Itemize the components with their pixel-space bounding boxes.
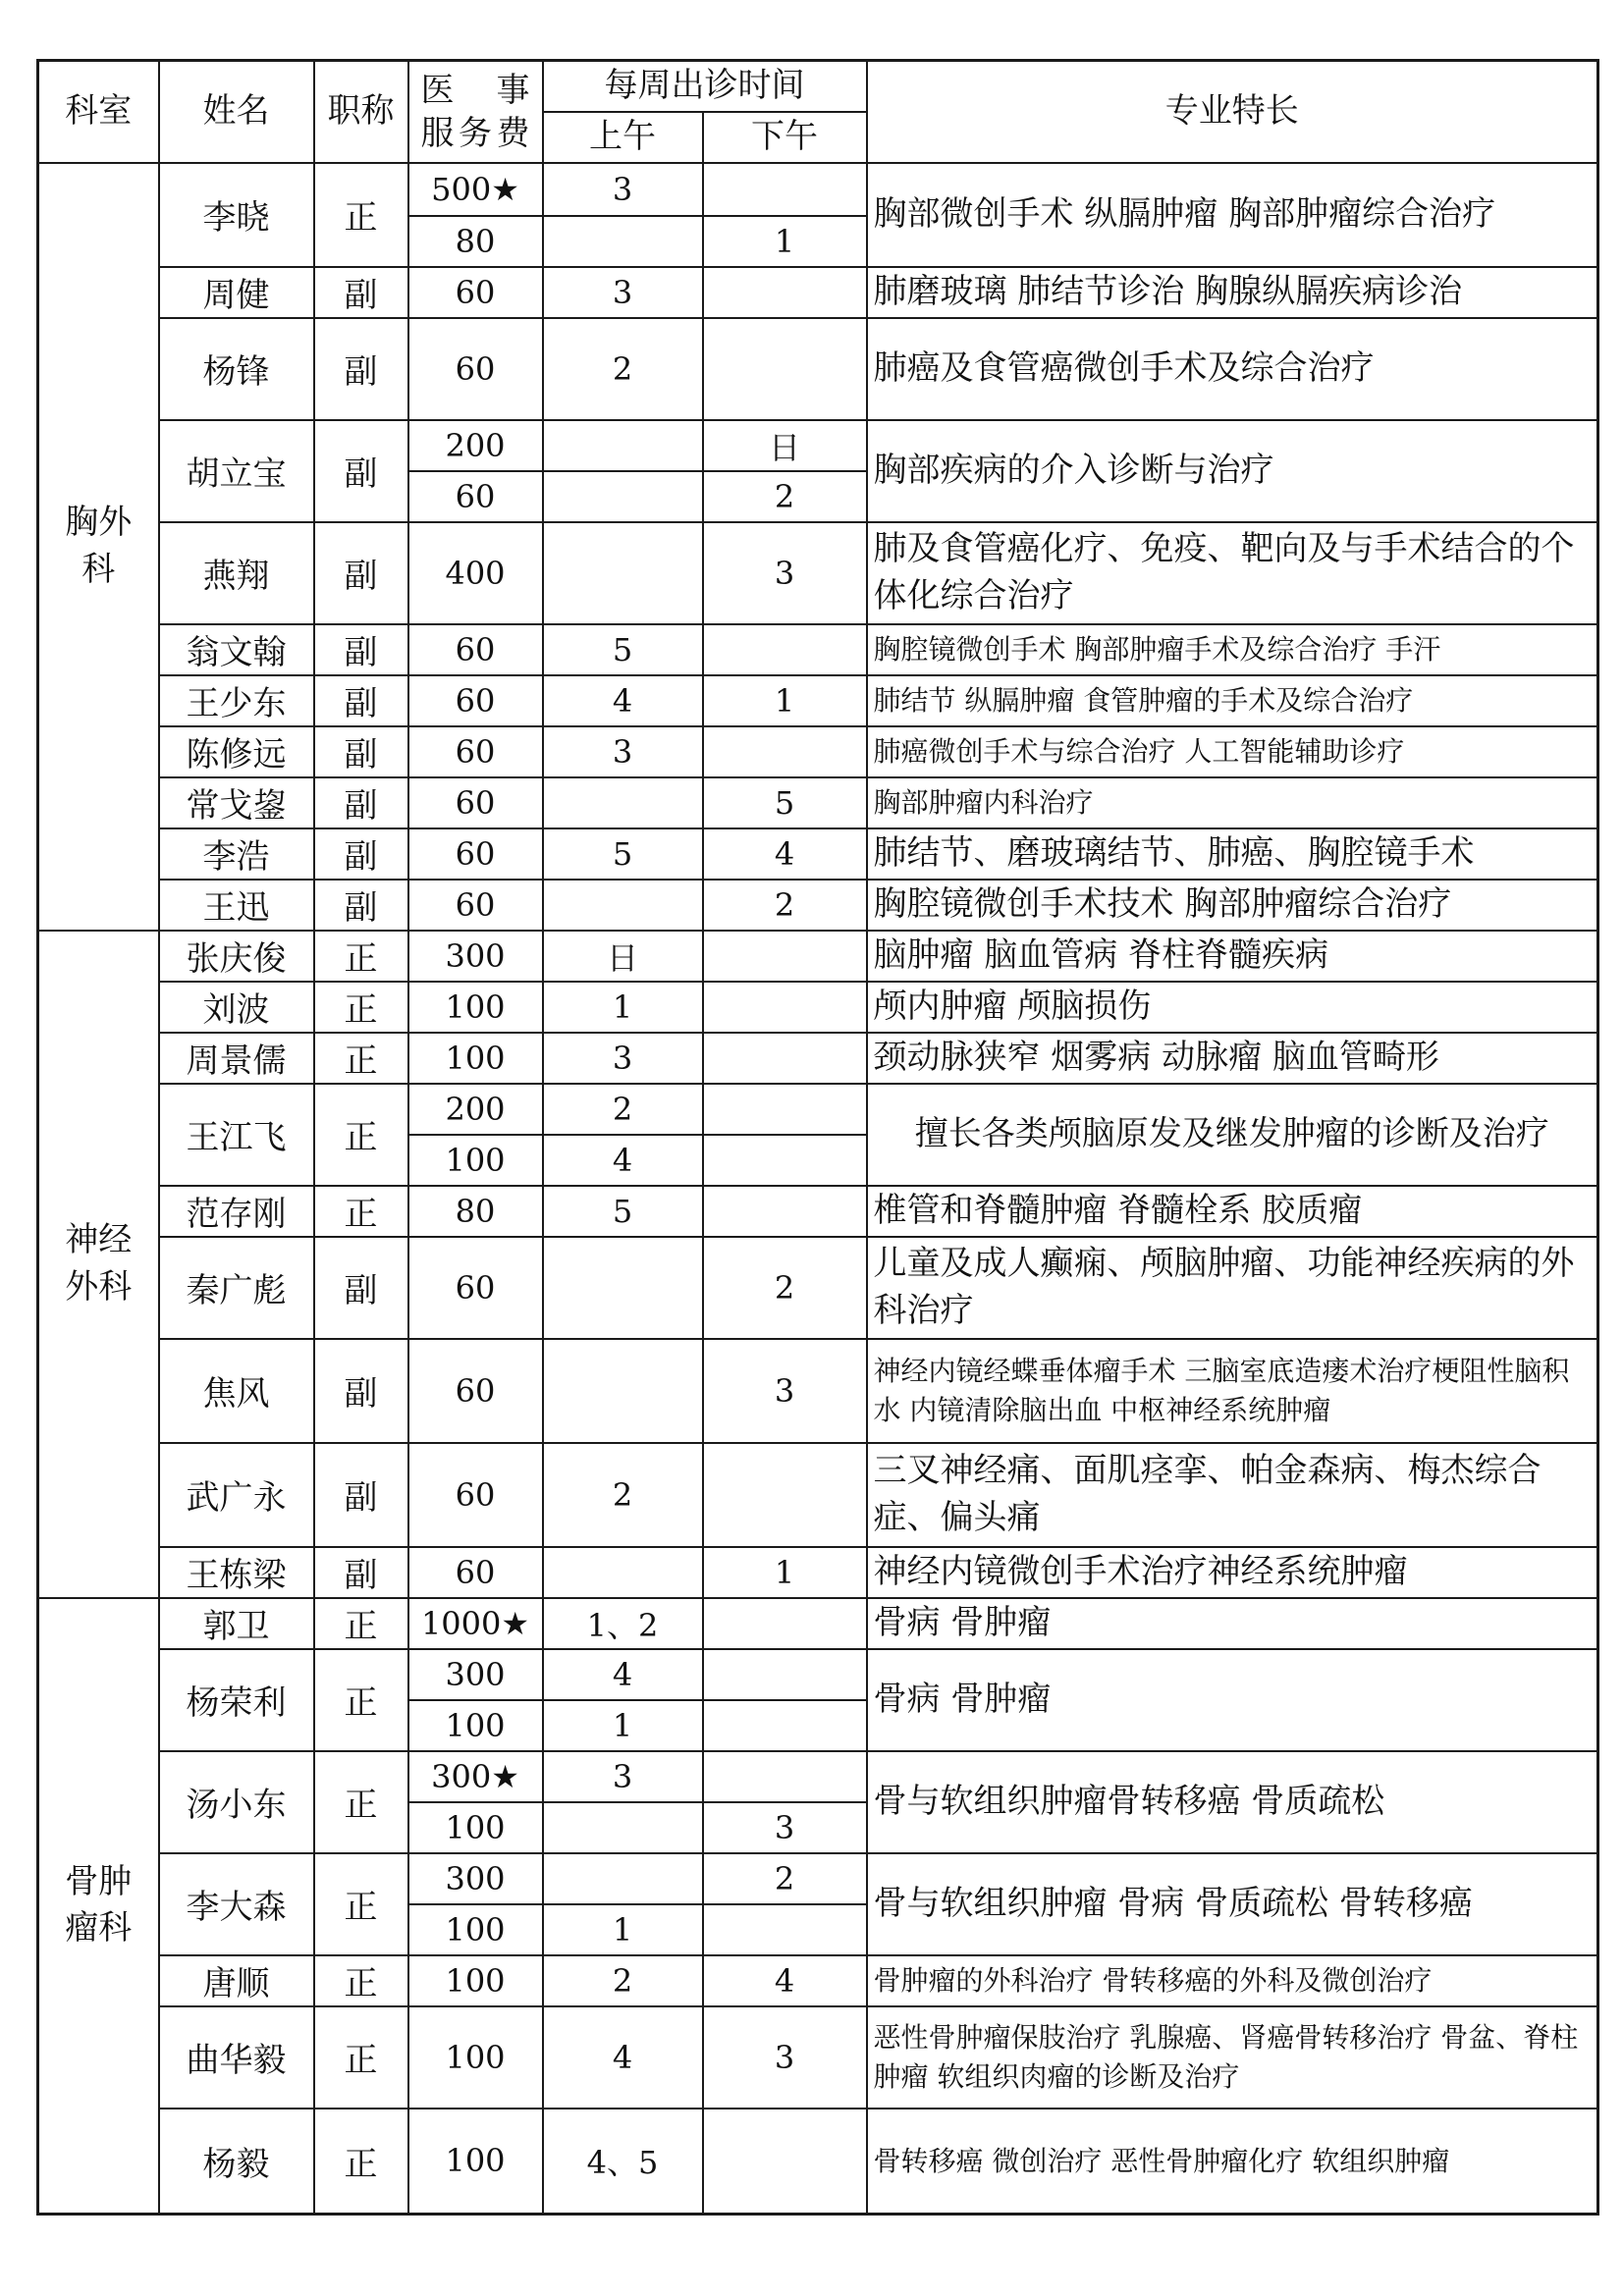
doctor-title: 正 xyxy=(314,1955,408,2006)
fee-cell: 300 xyxy=(408,1649,543,1700)
doctor-name: 郭卫 xyxy=(159,1598,314,1649)
pm-cell xyxy=(703,982,867,1033)
table-row xyxy=(38,522,1598,624)
fee-cell: 60 xyxy=(408,1237,543,1339)
am-cell: 5 xyxy=(543,828,703,880)
doctor-title: 副 xyxy=(314,777,408,828)
specialty-cell: 三叉神经痛、面肌痉挛、帕金森病、梅杰综合症、偏头痛 xyxy=(867,1443,1598,1547)
header-pm: 下午 xyxy=(703,112,867,163)
table-row xyxy=(38,1186,1598,1237)
pm-cell: 3 xyxy=(703,2006,867,2109)
am-cell: 1、2 xyxy=(543,1598,703,1649)
doctor-name: 秦广彪 xyxy=(159,1237,314,1339)
doctor-name: 王江飞 xyxy=(159,1084,314,1186)
specialty-cell: 胸部微创手术 纵膈肿瘤 胸部肿瘤综合治疗 xyxy=(867,163,1598,267)
am-cell: 2 xyxy=(543,1443,703,1547)
pm-cell xyxy=(703,1751,867,1802)
am-cell xyxy=(543,1853,703,1904)
specialty-cell: 擅长各类颅脑原发及继发肿瘤的诊断及治疗 xyxy=(867,1084,1598,1186)
header-fee xyxy=(408,61,543,163)
table-row xyxy=(38,828,1598,880)
am-cell: 2 xyxy=(543,318,703,420)
table-row xyxy=(38,982,1598,1033)
table-row xyxy=(38,1649,1598,1700)
fee-cell: 200 xyxy=(408,420,543,471)
specialty-cell: 胸部疾病的介入诊断与治疗 xyxy=(867,420,1598,522)
fee-cell: 300★ xyxy=(408,1751,543,1802)
pm-cell xyxy=(703,1084,867,1135)
am-cell xyxy=(543,522,703,624)
doctor-name: 唐顺 xyxy=(159,1955,314,2006)
fee-cell: 80 xyxy=(408,216,543,267)
doctor-name: 李浩 xyxy=(159,828,314,880)
doctor-title: 副 xyxy=(314,1547,408,1598)
doctor-title: 副 xyxy=(314,1237,408,1339)
pm-cell xyxy=(703,931,867,982)
pm-cell: 1 xyxy=(703,675,867,726)
table-row xyxy=(38,675,1598,726)
specialty-cell: 恶性骨肿瘤保肢治疗 乳腺癌、肾癌骨转移治疗 骨盆、脊柱肿瘤 软组织肉瘤的诊断及治疗 xyxy=(867,2006,1598,2109)
fee-cell: 400 xyxy=(408,522,543,624)
specialty-cell: 骨转移癌 微创治疗 恶性骨肿瘤化疗 软组织肿瘤 xyxy=(867,2109,1598,2215)
am-cell: 2 xyxy=(543,1084,703,1135)
header-fee-line2: 服务费 xyxy=(420,113,530,153)
pm-cell xyxy=(703,1598,867,1649)
doctor-title: 副 xyxy=(314,267,408,318)
table-row xyxy=(38,318,1598,420)
doctor-title: 正 xyxy=(314,982,408,1033)
specialty-cell: 肺磨玻璃 肺结节诊治 胸腺纵膈疾病诊治 xyxy=(867,267,1598,318)
am-cell: 2 xyxy=(543,1955,703,2006)
am-cell xyxy=(543,880,703,931)
specialty-cell: 颅内肿瘤 颅脑损伤 xyxy=(867,982,1598,1033)
doctor-name: 翁文翰 xyxy=(159,624,314,675)
fee-cell: 100 xyxy=(408,1904,543,1955)
department-cell: 神经外科 xyxy=(38,931,159,1598)
fee-cell: 100 xyxy=(408,1700,543,1751)
doctor-name: 王少东 xyxy=(159,675,314,726)
department-cell: 骨肿瘤科 xyxy=(38,1598,159,2215)
am-cell: 4 xyxy=(543,1649,703,1700)
table-row xyxy=(38,420,1598,471)
doctor-title: 副 xyxy=(314,828,408,880)
doctor-title: 正 xyxy=(314,2006,408,2109)
table-row xyxy=(38,1955,1598,2006)
specialty-cell: 胸部肿瘤内科治疗 xyxy=(867,777,1598,828)
doctor-title: 副 xyxy=(314,420,408,522)
pm-cell xyxy=(703,1186,867,1237)
doctor-name: 王栋梁 xyxy=(159,1547,314,1598)
am-cell xyxy=(543,471,703,522)
specialty-cell: 神经内镜经蝶垂体瘤手术 三脑室底造瘘术治疗梗阻性脑积水 内镜清除脑出血 中枢神经系统肿瘤 xyxy=(867,1339,1598,1443)
header-name: 姓名 xyxy=(159,61,314,163)
table-row xyxy=(38,1751,1598,1802)
specialty-cell: 脑肿瘤 脑血管病 脊柱脊髓疾病 xyxy=(867,931,1598,982)
table-row xyxy=(38,624,1598,675)
doctor-title: 正 xyxy=(314,1649,408,1751)
doctor-title: 副 xyxy=(314,624,408,675)
fee-cell: 100 xyxy=(408,2109,543,2215)
table-row xyxy=(38,2109,1598,2215)
doctor-name: 李晓 xyxy=(159,163,314,267)
header-fee-line1: 医 事 xyxy=(420,70,530,110)
table-row xyxy=(38,1547,1598,1598)
am-cell: 4、5 xyxy=(543,2109,703,2215)
specialty-cell: 肺结节、磨玻璃结节、肺癌、胸腔镜手术 xyxy=(867,828,1598,880)
fee-cell: 60 xyxy=(408,1339,543,1443)
doctor-title: 正 xyxy=(314,1598,408,1649)
doctor-title: 正 xyxy=(314,1084,408,1186)
doctor-name: 张庆俊 xyxy=(159,931,314,982)
table-row xyxy=(38,1084,1598,1135)
table-row xyxy=(38,1853,1598,1904)
doctor-name: 王迅 xyxy=(159,880,314,931)
am-cell: 1 xyxy=(543,1700,703,1751)
doctor-title: 正 xyxy=(314,931,408,982)
fee-cell: 100 xyxy=(408,1802,543,1853)
doctor-title: 正 xyxy=(314,1853,408,1955)
pm-cell xyxy=(703,318,867,420)
fee-cell: 60 xyxy=(408,1547,543,1598)
doctor-name: 杨荣利 xyxy=(159,1649,314,1751)
table-row xyxy=(38,1237,1598,1339)
fee-cell: 60 xyxy=(408,318,543,420)
pm-cell: 1 xyxy=(703,216,867,267)
doctor-name: 周景儒 xyxy=(159,1033,314,1084)
fee-cell: 500★ xyxy=(408,163,543,216)
pm-cell xyxy=(703,1649,867,1700)
table-row xyxy=(38,777,1598,828)
am-cell: 3 xyxy=(543,1751,703,1802)
doctor-name: 燕翔 xyxy=(159,522,314,624)
fee-cell: 60 xyxy=(408,471,543,522)
fee-cell: 60 xyxy=(408,880,543,931)
doctor-title: 副 xyxy=(314,726,408,777)
doctor-name: 汤小东 xyxy=(159,1751,314,1853)
fee-cell: 100 xyxy=(408,982,543,1033)
pm-cell xyxy=(703,726,867,777)
am-cell: 1 xyxy=(543,1904,703,1955)
table-row xyxy=(38,163,1598,216)
clinic-schedule-table xyxy=(36,59,1599,2216)
am-cell: 5 xyxy=(543,624,703,675)
doctor-name: 李大森 xyxy=(159,1853,314,1955)
table-row xyxy=(38,726,1598,777)
doctor-name: 范存刚 xyxy=(159,1186,314,1237)
doctor-name: 常戈鋆 xyxy=(159,777,314,828)
fee-cell: 1000★ xyxy=(408,1598,543,1649)
specialty-cell: 骨与软组织肿瘤骨转移癌 骨质疏松 xyxy=(867,1751,1598,1853)
department-cell: 胸外科 xyxy=(38,163,159,931)
fee-cell: 60 xyxy=(408,777,543,828)
doctor-title: 副 xyxy=(314,1443,408,1547)
pm-cell: 4 xyxy=(703,828,867,880)
header-am: 上午 xyxy=(543,112,703,163)
doctor-title: 副 xyxy=(314,675,408,726)
doctor-title: 正 xyxy=(314,1751,408,1853)
doctor-name: 焦风 xyxy=(159,1339,314,1443)
table-row xyxy=(38,1443,1598,1547)
am-cell xyxy=(543,1237,703,1339)
am-cell: 4 xyxy=(543,675,703,726)
fee-cell: 60 xyxy=(408,1443,543,1547)
am-cell xyxy=(543,1802,703,1853)
fee-cell: 200 xyxy=(408,1084,543,1135)
pm-cell: 5 xyxy=(703,777,867,828)
am-cell: 3 xyxy=(543,726,703,777)
am-cell: 5 xyxy=(543,1186,703,1237)
pm-cell: 3 xyxy=(703,1802,867,1853)
header-specialty: 专业特长 xyxy=(867,61,1598,163)
specialty-cell: 骨肿瘤的外科治疗 骨转移癌的外科及微创治疗 xyxy=(867,1955,1598,2006)
am-cell: 3 xyxy=(543,163,703,216)
pm-cell xyxy=(703,2109,867,2215)
pm-cell: 3 xyxy=(703,1339,867,1443)
am-cell xyxy=(543,420,703,471)
pm-cell: 2 xyxy=(703,1237,867,1339)
fee-cell: 60 xyxy=(408,726,543,777)
specialty-cell: 胸腔镜微创手术 胸部肿瘤手术及综合治疗 手汗 xyxy=(867,624,1598,675)
specialty-cell: 胸腔镜微创手术技术 胸部肿瘤综合治疗 xyxy=(867,880,1598,931)
doctor-title: 正 xyxy=(314,1033,408,1084)
pm-cell xyxy=(703,1033,867,1084)
table-row xyxy=(38,1033,1598,1084)
specialty-cell: 肺癌及食管癌微创手术及综合治疗 xyxy=(867,318,1598,420)
pm-cell: 3 xyxy=(703,522,867,624)
pm-cell: 2 xyxy=(703,1853,867,1904)
doctor-title: 副 xyxy=(314,880,408,931)
specialty-cell: 肺结节 纵膈肿瘤 食管肿瘤的手术及综合治疗 xyxy=(867,675,1598,726)
table-row xyxy=(38,931,1598,982)
pm-cell: 日 xyxy=(703,420,867,471)
doctor-title: 副 xyxy=(314,318,408,420)
pm-cell xyxy=(703,1135,867,1186)
specialty-cell: 骨与软组织肿瘤 骨病 骨质疏松 骨转移癌 xyxy=(867,1853,1598,1955)
doctor-name: 陈修远 xyxy=(159,726,314,777)
roster-body xyxy=(38,163,1598,2215)
doctor-name: 周健 xyxy=(159,267,314,318)
pm-cell xyxy=(703,1904,867,1955)
doctor-name: 胡立宝 xyxy=(159,420,314,522)
table-row xyxy=(38,1598,1598,1649)
pm-cell: 1 xyxy=(703,1547,867,1598)
fee-cell: 300 xyxy=(408,931,543,982)
doctor-title: 正 xyxy=(314,163,408,267)
header-dept: 科室 xyxy=(38,61,159,163)
am-cell xyxy=(543,1339,703,1443)
fee-cell: 80 xyxy=(408,1186,543,1237)
am-cell xyxy=(543,216,703,267)
fee-cell: 300 xyxy=(408,1853,543,1904)
fee-cell: 100 xyxy=(408,1955,543,2006)
am-cell: 4 xyxy=(543,2006,703,2109)
doctor-name: 刘波 xyxy=(159,982,314,1033)
fee-cell: 100 xyxy=(408,2006,543,2109)
fee-cell: 60 xyxy=(408,828,543,880)
table-row xyxy=(38,1339,1598,1443)
table-row xyxy=(38,267,1598,318)
fee-cell: 100 xyxy=(408,1135,543,1186)
am-cell: 3 xyxy=(543,267,703,318)
doctor-name: 杨毅 xyxy=(159,2109,314,2215)
doctor-title: 正 xyxy=(314,2109,408,2215)
pm-cell: 2 xyxy=(703,880,867,931)
am-cell: 4 xyxy=(543,1135,703,1186)
fee-cell: 60 xyxy=(408,624,543,675)
am-cell: 3 xyxy=(543,1033,703,1084)
header-weekly: 每周出诊时间 xyxy=(543,61,867,112)
fee-cell: 60 xyxy=(408,675,543,726)
am-cell xyxy=(543,1547,703,1598)
fee-cell: 60 xyxy=(408,267,543,318)
specialty-cell: 神经内镜微创手术治疗神经系统肿瘤 xyxy=(867,1547,1598,1598)
am-cell: 日 xyxy=(543,931,703,982)
specialty-cell: 肺癌微创手术与综合治疗 人工智能辅助诊疗 xyxy=(867,726,1598,777)
doctor-title: 正 xyxy=(314,1186,408,1237)
header-row xyxy=(38,61,1598,112)
specialty-cell: 骨病 骨肿瘤 xyxy=(867,1649,1598,1751)
fee-cell: 100 xyxy=(408,1033,543,1084)
doctor-title: 副 xyxy=(314,522,408,624)
am-cell: 1 xyxy=(543,982,703,1033)
doctor-title: 副 xyxy=(314,1339,408,1443)
pm-cell xyxy=(703,163,867,216)
doctor-name: 曲华毅 xyxy=(159,2006,314,2109)
am-cell xyxy=(543,777,703,828)
specialty-cell: 儿童及成人癫痫、颅脑肿瘤、功能神经疾病的外科治疗 xyxy=(867,1237,1598,1339)
pm-cell: 4 xyxy=(703,1955,867,2006)
header-title: 职称 xyxy=(314,61,408,163)
doctor-name: 武广永 xyxy=(159,1443,314,1547)
pm-cell xyxy=(703,1443,867,1547)
table-row xyxy=(38,880,1598,931)
specialty-cell: 颈动脉狭窄 烟雾病 动脉瘤 脑血管畸形 xyxy=(867,1033,1598,1084)
table-row xyxy=(38,2006,1598,2109)
specialty-cell: 骨病 骨肿瘤 xyxy=(867,1598,1598,1649)
pm-cell xyxy=(703,267,867,318)
specialty-cell: 椎管和脊髓肿瘤 脊髓栓系 胶质瘤 xyxy=(867,1186,1598,1237)
pm-cell xyxy=(703,1700,867,1751)
pm-cell: 2 xyxy=(703,471,867,522)
pm-cell xyxy=(703,624,867,675)
doctor-name: 杨锋 xyxy=(159,318,314,420)
specialty-cell: 肺及食管癌化疗、免疫、靶向及与手术结合的个体化综合治疗 xyxy=(867,522,1598,624)
